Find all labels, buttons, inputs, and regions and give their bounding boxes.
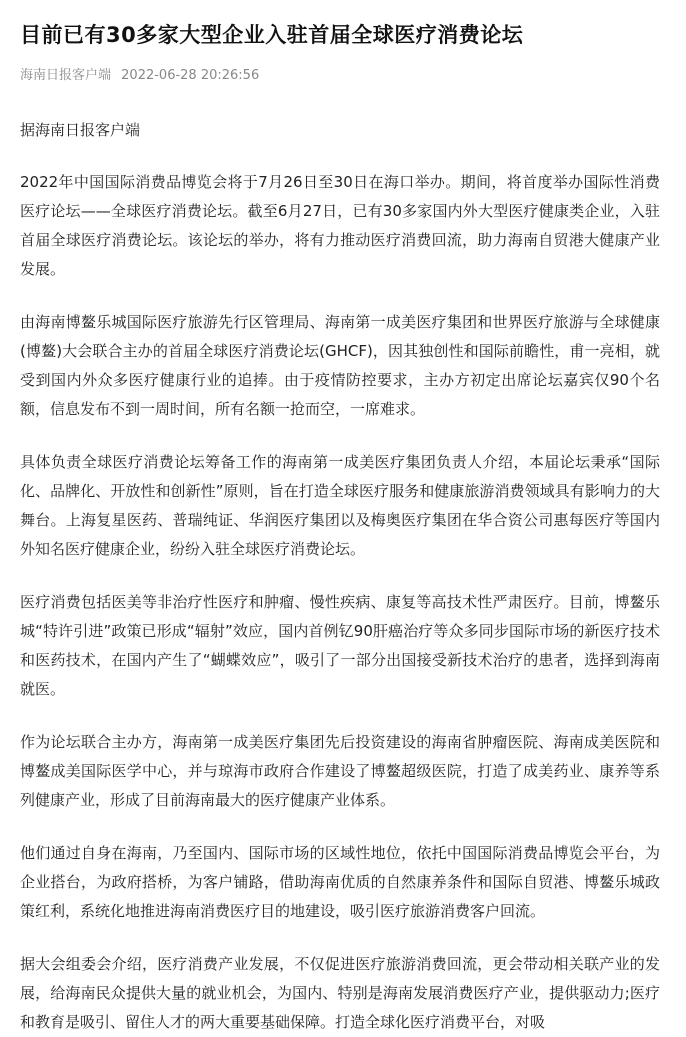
article-source: 海南日报客户端 — [20, 68, 112, 83]
article-lead: 据海南日报客户端 — [20, 121, 141, 139]
article-meta — [20, 66, 660, 86]
article-body — [20, 168, 660, 1037]
article-datetime: 2022-06-28 20:26:56 — [121, 68, 260, 83]
article-paragraph: 由海南博鳌乐城国际医疗旅游先行区管理局、海南第一成美医疗集团和世界医疗旅游与全球健康(博鳌)大会联合主办的首届全球医疗消费论坛(GHCF)，因其独创性和国际前瞻性，甫一亮相，就受到国内外众多医疗健康行业的追捧。由于疫情防控要求，主办方初定出席论坛嘉宾仅90个名额，信息发布不到一周时间，所有名额一抢而空，一席难求。 — [20, 313, 660, 418]
article-paragraph: 2022年中国国际消费品博览会将于7月26日至30日在海口举办。期间，将首度举办国际性消费医疗论坛——全球医疗消费论坛。截至6月27日，已有30多家国内外大型医疗健康类企业，入驻首届全球医疗消费论坛。该论坛的举办，将有力推动医疗消费回流，助力海南自贸港大健康产业发展。 — [20, 173, 660, 278]
article-paragraph: 他们通过自身在海南，乃至国内、国际市场的区域性地位，依托中国国际消费品博览会平台，为企业搭台，为政府搭桥，为客户铺路，借助海南优质的自然康养条件和国际自贸港、博鳌乐城政策红利，系统化地推进海南消费医疗目的地建设，吸引医疗旅游消费客户回流。 — [20, 844, 660, 920]
article-paragraph: 医疗消费包括医美等非治疗性医疗和肿瘤、慢性疾病、康复等高技术性严肃医疗。目前，博鳌乐城“特许引进”政策已形成“辐射”效应，国内首例钇90肝癌治疗等众多同步国际市场的新医疗技术和医药技术，在国内产生了“蝴蝶效应”，吸引了一部分出国接受新技术治疗的患者，选择到海南就医。 — [20, 593, 660, 698]
article-paragraph: 据大会组委会介绍，医疗消费产业发展，不仅促进医疗旅游消费回流，更会带动相关联产业的发展，给海南民众提供大量的就业机会，为国内、特别是海南发展消费医疗产业，提供驱动力;医疗和教育是吸引、留住人才的两大重要基础保障。打造全球化医疗消费平台，对吸 — [20, 955, 660, 1031]
article-paragraph: 具体负责全球医疗消费论坛筹备工作的海南第一成美医疗集团负责人介绍，本届论坛秉承“国际化、品牌化、开放性和创新性”原则，旨在打造全球医疗服务和健康旅游消费领域具有影响力的大舞台。上海复星医药、普瑞纯证、华润医疗集团以及梅奥医疗集团在华合资公司惠每医疗等国内外知名医疗健康企业，纷纷入驻全球医疗消费论坛。 — [20, 453, 660, 558]
article-title: 目前已有30多家大型企业入驻首届全球医疗消费论坛 — [20, 23, 524, 47]
article-paragraph: 作为论坛联合主办方，海南第一成美医疗集团先后投资建设的海南省肿瘤医院、海南成美医院和博鳌成美国际医学中心，并与琼海市政府合作建设了博鳌超级医院，打造了成美药业、康养等系列健康产业，形成了目前海南最大的医疗健康产业体系。 — [20, 733, 660, 809]
